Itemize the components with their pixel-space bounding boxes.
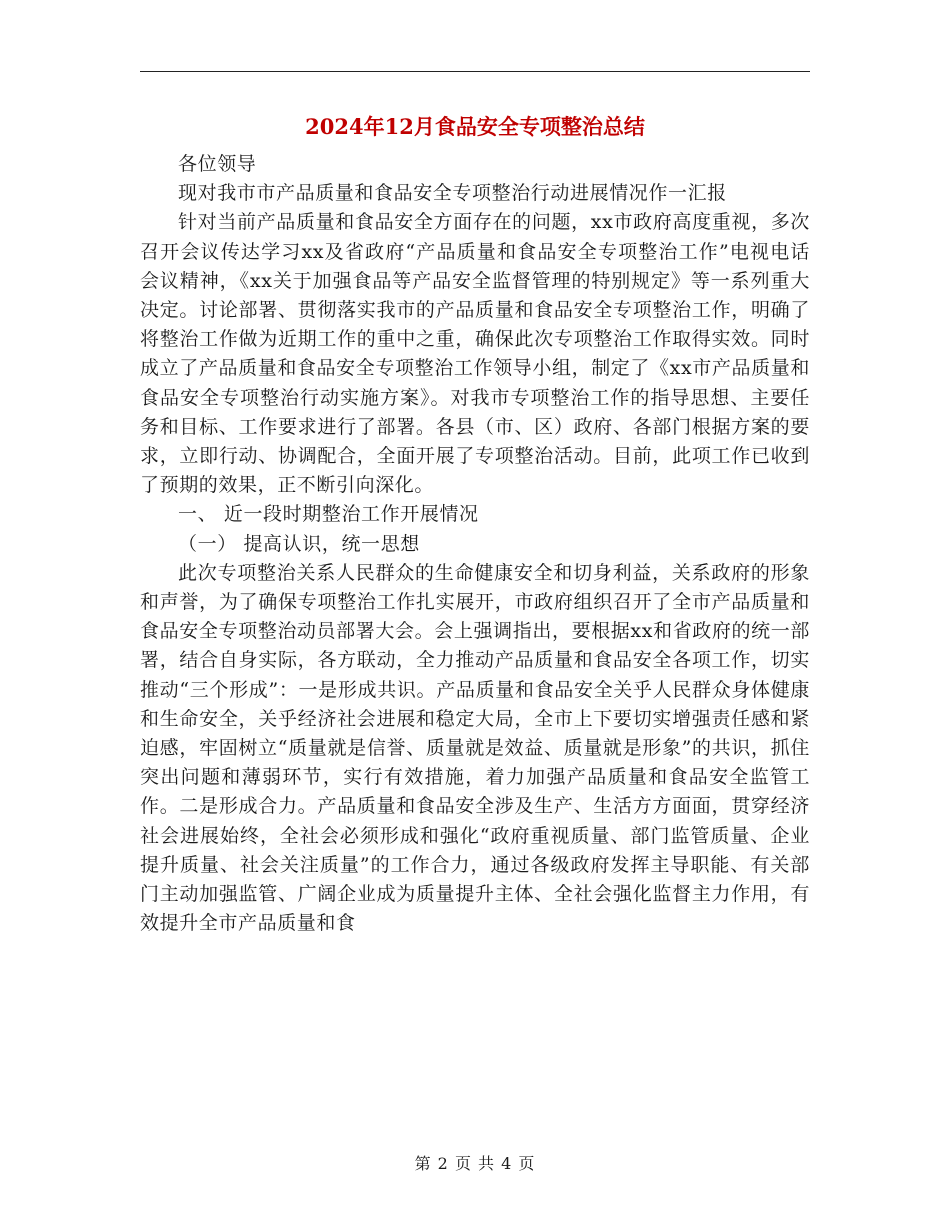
header-rule	[140, 71, 810, 72]
document-title: 2024年12月食品安全专项整治总结	[305, 114, 645, 139]
document-body	[140, 150, 810, 938]
intro-paragraph: 现对我市市产品质量和食品安全专项整治行动进展情况作一汇报	[178, 182, 727, 205]
body-paragraph: 此次专项整治关系人民群众的生命健康安全和切身利益，关系政府的形象和声誉，为了确保专项整治工作扎实展开，市政府组织召开了全市产品质量和食品安全专项整治动员部署大会。会上强调指出，要根据xx和省政府的统一部署，结合自身实际，各方联动，全力推动产品质量和食品安全各项工作，切实推动“三个形成”：一是形成共识。产品质量和食品安全关乎人民群众身体健康和生命安全，关乎经济社会进展和稳定大局，全市上下要切实增强责任感和紧迫感，牢固树立“质量就是信誉、质量就是效益、质量就是形象”的共识，抓住突出问题和薄弱环节，实行有效措施，着力加强产品质量和食品安全监管工作。二是形成合力。产品质量和食品安全涉及生产、生活方方面面，贯穿经济社会进展始终，全社会必须形成和强化“政府重视质量、部门监管质量、企业提升质量、社会关注质量”的工作合力，通过各级政府发挥主导职能、有关部门主动加强监管、广阔企业成为质量提升主体、全社会强化监督主力作用，有效提升全市产品质量和食	[140, 561, 810, 935]
page-number-footer: 第 2 页 共 4 页	[414, 1154, 536, 1173]
body-paragraph: 针对当前产品质量和食品安全方面存在的问题，xx市政府高度重视，多次召开会议传达学习xx及省政府“产品质量和食品安全专项整治工作”电视电话会议精神，《xx关于加强食品等产品安全监督管理的特别规定》等一系列重大决定。讨论部署、贯彻落实我市的产品质量和食品安全专项整治工作，明确了将整治工作做为近期工作的重中之重，确保此次专项整治工作取得实效。同时成立了产品质量和食品安全专项整治工作领导小组，制定了《xx市产品质量和食品安全专项整治行动实施方案》。对我市专项整治工作的指导思想、主要任务和目标、工作要求进行了部署。各县（市、区）政府、各部门根据方案的要求，立即行动、协调配合，全面开展了专项整治活动。目前，此项工作已收到了预期的效果，正不断引向深化。	[140, 211, 810, 497]
section-heading: 一、 近一段时期整治工作开展情况	[178, 503, 479, 526]
subsection-heading: （一） 提高认识，统一思想	[178, 532, 420, 555]
salutation: 各位领导	[178, 153, 257, 175]
